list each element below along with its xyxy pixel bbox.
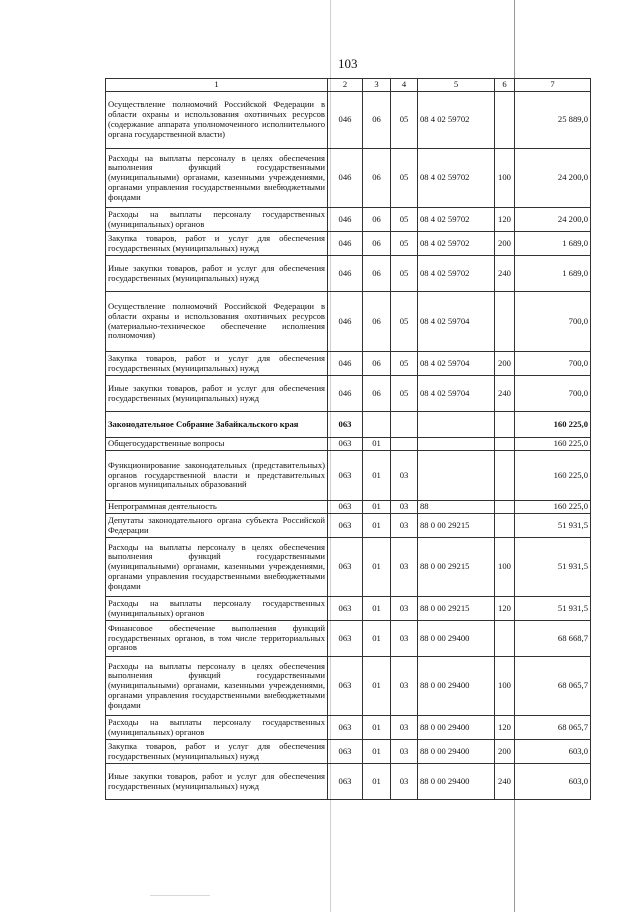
row-amount: 1 689,0 (515, 232, 591, 256)
row-amount: 700,0 (515, 352, 591, 376)
row-section-code: 06 (363, 208, 391, 232)
row-amount: 603,0 (515, 740, 591, 764)
row-admin-code: 046 (328, 292, 363, 352)
row-expense-type: 200 (495, 352, 515, 376)
table-row (106, 501, 591, 514)
row-section-code: 01 (363, 438, 391, 451)
table-row (106, 352, 591, 376)
row-admin-code: 063 (328, 597, 363, 621)
row-target-code: 08 4 02 59704 (418, 292, 495, 352)
row-section-code: 01 (363, 621, 391, 657)
row-target-code: 08 4 02 59702 (418, 149, 495, 208)
header-col-2: 2 (328, 79, 363, 92)
row-subsection-code: 03 (391, 538, 418, 597)
row-expense-type (495, 92, 515, 149)
header-col-6: 6 (495, 79, 515, 92)
row-amount: 603,0 (515, 764, 591, 800)
row-expense-type (495, 514, 515, 538)
table-row (106, 292, 591, 352)
row-section-code: 06 (363, 292, 391, 352)
row-section-code: 01 (363, 514, 391, 538)
row-name: Общегосударственные вопросы (106, 438, 328, 451)
row-admin-code: 063 (328, 501, 363, 514)
row-target-code: 88 0 00 29400 (418, 621, 495, 657)
row-name: Осуществление полномочий Российской Федерации в области охраны и использования охотничьих ресурсов (содержание аппарата уполномоченного исполнительного органа государственной власти) (106, 92, 328, 149)
row-amount: 68 668,7 (515, 621, 591, 657)
row-section-code: 06 (363, 232, 391, 256)
row-target-code (418, 412, 495, 438)
header-col-4: 4 (391, 79, 418, 92)
row-admin-code: 063 (328, 764, 363, 800)
table-row (106, 621, 591, 657)
row-name: Расходы на выплаты персоналу государственных (муниципальных) органов (106, 716, 328, 740)
row-expense-type: 240 (495, 256, 515, 292)
row-name: Непрограммная деятельность (106, 501, 328, 514)
row-name: Закупка товаров, работ и услуг для обеспечения государственных (муниципальных) нужд (106, 740, 328, 764)
table-row (106, 232, 591, 256)
row-target-code: 08 4 02 59704 (418, 352, 495, 376)
row-expense-type: 120 (495, 208, 515, 232)
row-subsection-code: 05 (391, 256, 418, 292)
row-target-code: 88 0 00 29215 (418, 538, 495, 597)
row-section-code: 01 (363, 740, 391, 764)
row-amount: 1 689,0 (515, 256, 591, 292)
header-col-7: 7 (515, 79, 591, 92)
row-amount: 68 065,7 (515, 657, 591, 716)
row-section-code: 01 (363, 451, 391, 501)
row-admin-code: 063 (328, 514, 363, 538)
row-expense-type: 100 (495, 149, 515, 208)
table-row (106, 438, 591, 451)
row-section-code: 01 (363, 657, 391, 716)
row-expense-type (495, 412, 515, 438)
row-name: Закупка товаров, работ и услуг для обеспечения государственных (муниципальных) нужд (106, 352, 328, 376)
row-name: Иные закупки товаров, работ и услуг для обеспечения государственных (муниципальных) нужд (106, 764, 328, 800)
row-subsection-code: 05 (391, 208, 418, 232)
row-name: Иные закупки товаров, работ и услуг для обеспечения государственных (муниципальных) нужд (106, 376, 328, 412)
row-target-code: 08 4 02 59702 (418, 232, 495, 256)
row-amount: 68 065,7 (515, 716, 591, 740)
table-row (106, 412, 591, 438)
row-admin-code: 063 (328, 538, 363, 597)
row-subsection-code: 05 (391, 292, 418, 352)
row-subsection-code: 05 (391, 92, 418, 149)
row-subsection-code: 05 (391, 352, 418, 376)
row-subsection-code: 03 (391, 740, 418, 764)
row-name: Иные закупки товаров, работ и услуг для обеспечения государственных (муниципальных) нужд (106, 256, 328, 292)
row-section-code: 01 (363, 764, 391, 800)
row-expense-type: 100 (495, 538, 515, 597)
row-subsection-code: 03 (391, 716, 418, 740)
row-target-code: 08 4 02 59702 (418, 92, 495, 149)
row-expense-type: 240 (495, 376, 515, 412)
row-target-code: 88 0 00 29215 (418, 597, 495, 621)
row-target-code: 08 4 02 59702 (418, 208, 495, 232)
row-target-code: 88 0 00 29215 (418, 514, 495, 538)
row-name: Расходы на выплаты персоналу государственных (муниципальных) органов (106, 208, 328, 232)
row-target-code: 88 0 00 29400 (418, 716, 495, 740)
row-name: Закупка товаров, работ и услуг для обеспечения государственных (муниципальных) нужд (106, 232, 328, 256)
row-expense-type: 120 (495, 597, 515, 621)
row-expense-type (495, 438, 515, 451)
row-amount: 51 931,5 (515, 597, 591, 621)
table-row (106, 657, 591, 716)
row-name: Расходы на выплаты персоналу в целях обеспечения выполнения функций государственными (муниципальными) органами, казенными учреждениями, органами управления государственными внебюджетными фондами (106, 657, 328, 716)
row-target-code (418, 438, 495, 451)
page-number: 103 (338, 56, 358, 71)
row-subsection-code (391, 438, 418, 451)
row-expense-type: 240 (495, 764, 515, 800)
row-name: Законодательное Собрание Забайкальского края (106, 412, 328, 438)
table-row (106, 451, 591, 501)
row-section-code: 01 (363, 716, 391, 740)
row-subsection-code (391, 412, 418, 438)
row-name: Расходы на выплаты персоналу государственных (муниципальных) органов (106, 597, 328, 621)
row-section-code: 06 (363, 149, 391, 208)
row-section-code: 06 (363, 376, 391, 412)
row-admin-code: 063 (328, 412, 363, 438)
row-target-code (418, 451, 495, 501)
table-row (106, 764, 591, 800)
row-subsection-code: 03 (391, 621, 418, 657)
row-admin-code: 063 (328, 438, 363, 451)
row-expense-type: 100 (495, 657, 515, 716)
row-target-code: 08 4 02 59704 (418, 376, 495, 412)
row-expense-type (495, 292, 515, 352)
row-target-code: 88 0 00 29400 (418, 740, 495, 764)
row-target-code: 88 (418, 501, 495, 514)
row-name: Расходы на выплаты персоналу в целях обеспечения выполнения функций государственными (муниципальными) органами, казенными учреждениями, органами управления государственными внебюджетными фондами (106, 538, 328, 597)
row-amount: 160 225,0 (515, 412, 591, 438)
row-amount: 700,0 (515, 292, 591, 352)
row-admin-code: 063 (328, 657, 363, 716)
scan-dash-bottom (150, 895, 210, 896)
row-amount: 160 225,0 (515, 501, 591, 514)
row-amount: 160 225,0 (515, 438, 591, 451)
table-row (106, 716, 591, 740)
table-row (106, 208, 591, 232)
table-row (106, 92, 591, 149)
row-section-code: 01 (363, 501, 391, 514)
row-target-code: 88 0 00 29400 (418, 764, 495, 800)
row-amount: 24 200,0 (515, 149, 591, 208)
row-expense-type (495, 621, 515, 657)
row-expense-type: 200 (495, 740, 515, 764)
row-amount: 700,0 (515, 376, 591, 412)
row-amount: 51 931,5 (515, 514, 591, 538)
budget-table (105, 78, 591, 800)
row-section-code (363, 412, 391, 438)
row-name: Функционирование законодательных (представительных) органов государственной власти и представительных органов муниципальных образований (106, 451, 328, 501)
row-name: Депутаты законодательного органа субъекта Российской Федерации (106, 514, 328, 538)
row-amount: 24 200,0 (515, 208, 591, 232)
table-row (106, 597, 591, 621)
row-subsection-code: 05 (391, 232, 418, 256)
row-section-code: 01 (363, 597, 391, 621)
row-expense-type: 200 (495, 232, 515, 256)
row-admin-code: 046 (328, 208, 363, 232)
row-admin-code: 046 (328, 376, 363, 412)
header-col-3: 3 (363, 79, 391, 92)
header-col-5: 5 (418, 79, 495, 92)
row-subsection-code: 05 (391, 149, 418, 208)
table-row (106, 376, 591, 412)
table-row (106, 256, 591, 292)
table-header-row (106, 79, 591, 92)
row-section-code: 01 (363, 538, 391, 597)
row-amount: 25 889,0 (515, 92, 591, 149)
row-expense-type (495, 451, 515, 501)
row-name: Финансовое обеспечение выполнения функций государственных органов, в том числе территориальных органов (106, 621, 328, 657)
row-admin-code: 046 (328, 92, 363, 149)
header-col-1: 1 (106, 79, 328, 92)
table-row (106, 514, 591, 538)
row-amount: 160 225,0 (515, 451, 591, 501)
row-target-code: 08 4 02 59702 (418, 256, 495, 292)
row-expense-type (495, 501, 515, 514)
row-expense-type: 120 (495, 716, 515, 740)
row-admin-code: 063 (328, 740, 363, 764)
row-target-code: 88 0 00 29400 (418, 657, 495, 716)
row-admin-code: 046 (328, 232, 363, 256)
row-subsection-code: 03 (391, 514, 418, 538)
row-admin-code: 063 (328, 716, 363, 740)
row-admin-code: 046 (328, 149, 363, 208)
table-row (106, 538, 591, 597)
row-subsection-code: 03 (391, 597, 418, 621)
row-section-code: 06 (363, 256, 391, 292)
table-row (106, 740, 591, 764)
table-row (106, 149, 591, 208)
row-admin-code: 063 (328, 621, 363, 657)
row-amount: 51 931,5 (515, 538, 591, 597)
row-admin-code: 046 (328, 352, 363, 376)
row-section-code: 06 (363, 352, 391, 376)
row-section-code: 06 (363, 92, 391, 149)
row-admin-code: 063 (328, 451, 363, 501)
row-subsection-code: 03 (391, 657, 418, 716)
row-name: Расходы на выплаты персоналу в целях обеспечения выполнения функций государственными (муниципальными) органами, казенными учреждениями, органами управления государственными внебюджетными фондами (106, 149, 328, 208)
row-subsection-code: 05 (391, 376, 418, 412)
row-name: Осуществление полномочий Российской Федерации в области охраны и использования охотничьих ресурсов (материально-техническое обеспечение исполнения полномочия) (106, 292, 328, 352)
row-subsection-code: 03 (391, 451, 418, 501)
row-admin-code: 046 (328, 256, 363, 292)
row-subsection-code: 03 (391, 764, 418, 800)
row-subsection-code: 03 (391, 501, 418, 514)
